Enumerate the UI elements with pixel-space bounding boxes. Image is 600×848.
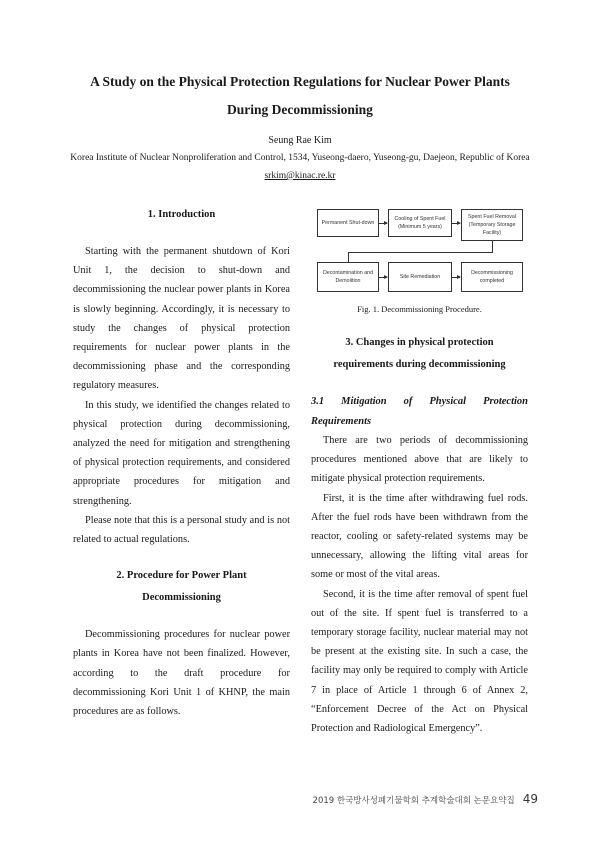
flow-arrow [452,223,460,224]
left-column [73,204,290,721]
mitigation-paragraph-1: There are two periods of decommissioning procedures mentioned above that are likely to mitigate physical protection requirements. [311,435,528,485]
section-3-heading-line-2: requirements during decommissioning [333,359,506,370]
mitigation-paragraph-3: Second, it is the time after removal of spent fuel out of the site. If spent fuel is transferred to a temporary storage facility, nuclear material may not be present at the existing site. In such a case, the facility may only be required to comply with Article 7 in place of Article 1 through 6 of Annex 2, “Enforcement Decree of the Act on Physical Protection and Radiological Emergency”. [311,588,528,735]
figure-caption: Fig. 1. Decommissioning Procedure. [357,304,482,314]
flow-arrow [379,277,387,278]
flow-arrow [452,277,460,278]
section-2-heading-line-1: 2. Procedure for Power Plant [116,570,247,582]
page-number: 49 [522,792,538,806]
author-affiliation: Korea Institute of Nuclear Nonproliferation and Control, 1534, Yuseong-daero, Yuseong-gu, Daejeon, Republic of Korea [70,153,530,163]
subsection-3-1-heading-line-2: Requirements [311,415,372,427]
title-line-1: A Study on the Physical Protection Regulations for Nuclear Power Plants [90,74,510,89]
author-name: Seung Rae Kim [268,135,332,146]
flow-connector [348,252,493,253]
paper-title [40,68,560,124]
section-3-heading [311,332,528,376]
procedure-paragraph-1: Decommissioning procedures for nuclear power plants in Korea have not been finalized. However, according to the draft procedure for decommissioning Kori Unit 1 of KHNP, the main procedures are as follows. [73,629,290,718]
flow-box-decommissioning-completed: Decommissioning completed [461,262,523,292]
intro-paragraph-3: Please note that this is a personal study and is not related to actual regulations. [73,514,290,546]
flow-box-cooling-spent-fuel: Cooling of Spent Fuel (Minimum 5 years) [388,209,452,237]
intro-paragraph-1: Starting with the permanent shutdown of Kori Unit 1, the decision to shut-down and decommissioning the nuclear power plants in Korea is slowly beginning. Accordingly, it is necessary to study the changes of physical protection requirements for nuclear power plants in the decommissioning phase and the corresponding regulatory measures. [73,246,290,392]
section-2-heading [73,565,290,609]
page-footer [313,792,538,806]
flow-box-permanent-shutdown: Permanent Shut-down [317,209,379,237]
section-2-heading-line-2: Decommissioning [142,592,221,604]
subsection-3-1-heading-line-1: 3.1 Mitigation of Physical Protection [311,396,528,407]
flow-box-spent-fuel-removal: Spent Fuel Removal (Temporary Storage Facility) [461,209,523,241]
mitigation-paragraph-2: First, it is the time after withdrawing fuel rods. After the fuel rods have been withdrawn from the reactor, cooling or safety-related systems may be unnecessary, allowing the lifting vital areas for some or most of the vital areas. [311,492,528,581]
author-email[interactable]: srkim@kinac.re.kr [264,171,336,181]
flow-box-site-remediation: Site Remediation [388,262,452,292]
footer-proceedings-title: 2019 한국방사성폐기물학회 추계학술대회 논문요약집 [312,796,515,806]
decommissioning-flowchart [311,203,528,299]
flow-connector [348,252,349,262]
flow-connector [492,241,493,252]
section-3-heading-line-1: 3. Changes in physical protection [345,337,494,348]
title-line-2: During Decommissioning [227,102,373,117]
section-1-heading: 1. Introduction [147,209,216,220]
flow-arrow [379,223,387,224]
flow-box-decontamination: Decontamination and Demolition [317,262,379,292]
right-column [311,332,528,738]
intro-paragraph-2: In this study, we identified the changes related to physical protection during decommissioning, analyzed the need for mitigation and strengthening of physical protection requirements, and considered appropriate procedures for mitigation and strengthening. [73,399,290,507]
